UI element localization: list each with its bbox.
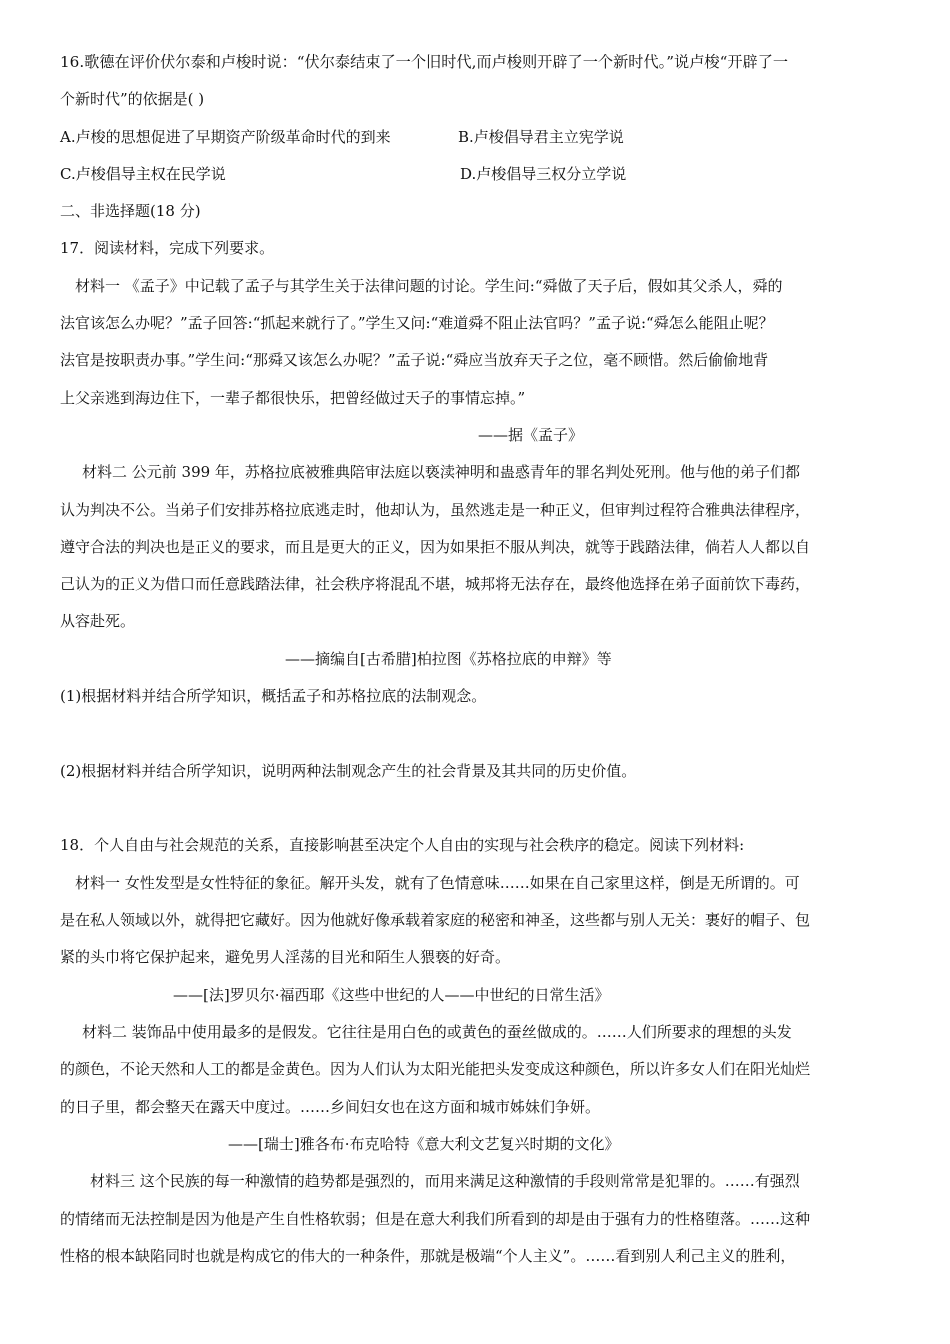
q16-option-d: D.卢梭倡导三权分立学说 (460, 165, 627, 183)
q17-material2-line: 遵守合法的判决也是正义的要求，而且是更大的正义，因为如果拒不服从判决，就等于践踏法律，倘若人人都以自 (60, 538, 811, 556)
q17-sub-question-2: (2)根据材料并结合所学知识，说明两种法制观念产生的社会背景及其共同的历史价值。 (60, 762, 637, 780)
section2-heading: 二、非选择题(18 分) (60, 202, 201, 220)
q17-material2-line: 己认为的正义为借口而任意践踏法律，社会秩序将混乱不堪，城邦将无法存在，最终他选择在弟子面前饮下毒药， (60, 575, 811, 593)
q17-material2-source: ——摘编自[古希腊]柏拉图《苏格拉底的申辩》等 (285, 650, 612, 668)
q17-material1-line: 材料一 《孟子》中记载了孟子与其学生关于法律问题的讨论。学生问:“舜做了天子后，假如其父杀人，舜的 (75, 277, 783, 295)
q16-stem-line1: 16.歌德在评价伏尔泰和卢梭时说：“伏尔泰结束了一个旧时代,而卢梭则开辟了一个新时代。”说卢梭“开辟了一 (60, 53, 789, 71)
q18-material1-line: 材料一 女性发型是女性特征的象征。解开头发，就有了色情意味……如果在自己家里这样，倒是无所谓的。可 (75, 874, 800, 892)
q18-material1-line: 是在私人领域以外，就得把它藏好。因为他就好像承载着家庭的秘密和神圣，这些都与别人无关：裹好的帽子、包 (60, 911, 811, 929)
q17-material1-line: 法官是按职责办事。”学生问:“那舜又该怎么办呢？”孟子说:“舜应当放弃天子之位，毫不顾惜。然后偷偷地背 (60, 351, 769, 369)
q16-option-b: B.卢梭倡导君主立宪学说 (458, 128, 624, 146)
q16-stem-line2: 个新时代”的依据是( ) (60, 90, 205, 108)
q18-material2-line: 的日子里，都会整天在露天中度过。……乡间妇女也在这方面和城市姊妹们争妍。 (60, 1098, 601, 1116)
q18-material3-line: 性格的根本缺陷同时也就是构成它的伟大的一种条件，那就是极端“个人主义”。……看到别人利己主义的胜利， (60, 1247, 796, 1265)
q17-material1-line: 上父亲逃到海边住下，一辈子都很快乐，把曾经做过天子的事情忘掉。” (60, 389, 526, 407)
q18-stem: 18．个人自由与社会规范的关系，直接影响甚至决定个人自由的实现与社会秩序的稳定。阅读下列材料: (60, 836, 745, 854)
q18-material3-line: 的情绪而无法控制是因为他是产生自性格软弱；但是在意大利我们所看到的却是由于强有力的性格堕落。……这种 (60, 1210, 811, 1228)
q16-option-a: A.卢梭的思想促进了早期资产阶级革命时代的到来 (60, 128, 391, 146)
q18-material2-line: 的颜色，不论天然和人工的都是金黄色。因为人们认为太阳光能把头发变成这种颜色，所以许多女人们在阳光灿烂 (60, 1060, 811, 1078)
q17-material2-line: 材料二 公元前 399 年，苏格拉底被雅典陪审法庭以亵渎神明和蛊惑青年的罪名判处死刑。他与他的弟子们都 (82, 463, 800, 481)
q17-material2-line: 从容赴死。 (60, 612, 136, 630)
q18-material1-line: 紧的头巾将它保护起来，避免男人淫荡的目光和陌生人猥亵的好奇。 (60, 948, 511, 966)
q17-material2-line: 认为判决不公。当弟子们安排苏格拉底逃走时，他却认为，虽然逃走是一种正义，但审判过程符合雅典法律程序， (60, 501, 811, 519)
q17-material1-source: ——据《孟子》 (478, 426, 584, 444)
q18-material2-source: ——[瑞士]雅各布·布克哈特《意大利文艺复兴时期的文化》 (228, 1135, 620, 1153)
q17-sub-question-1: (1)根据材料并结合所学知识，概括孟子和苏格拉底的法制观念。 (60, 687, 487, 705)
q18-material1-source: ——[法]罗贝尔·福西耶《这些中世纪的人——中世纪的日常生活》 (173, 986, 610, 1004)
q17-material1-line: 法官该怎么办呢？”孟子回答:“抓起来就行了。”学生又问:“难道舜不阻止法官吗？”孟子说:“舜怎么能阻止呢？ (60, 314, 774, 332)
q18-material3-line: 材料三 这个民族的每一种激情的趋势都是强烈的，而用来满足这种激情的手段则常常是犯罪的。……有强烈 (90, 1172, 800, 1190)
q16-option-c: C.卢梭倡导主权在民学说 (60, 165, 226, 183)
q17-stem: 17．阅读材料，完成下列要求。 (60, 239, 275, 257)
q18-material2-line: 材料二 装饰品中使用最多的是假发。它往往是用白色的或黄色的蚕丝做成的。……人们所要求的理想的头发 (82, 1023, 792, 1041)
